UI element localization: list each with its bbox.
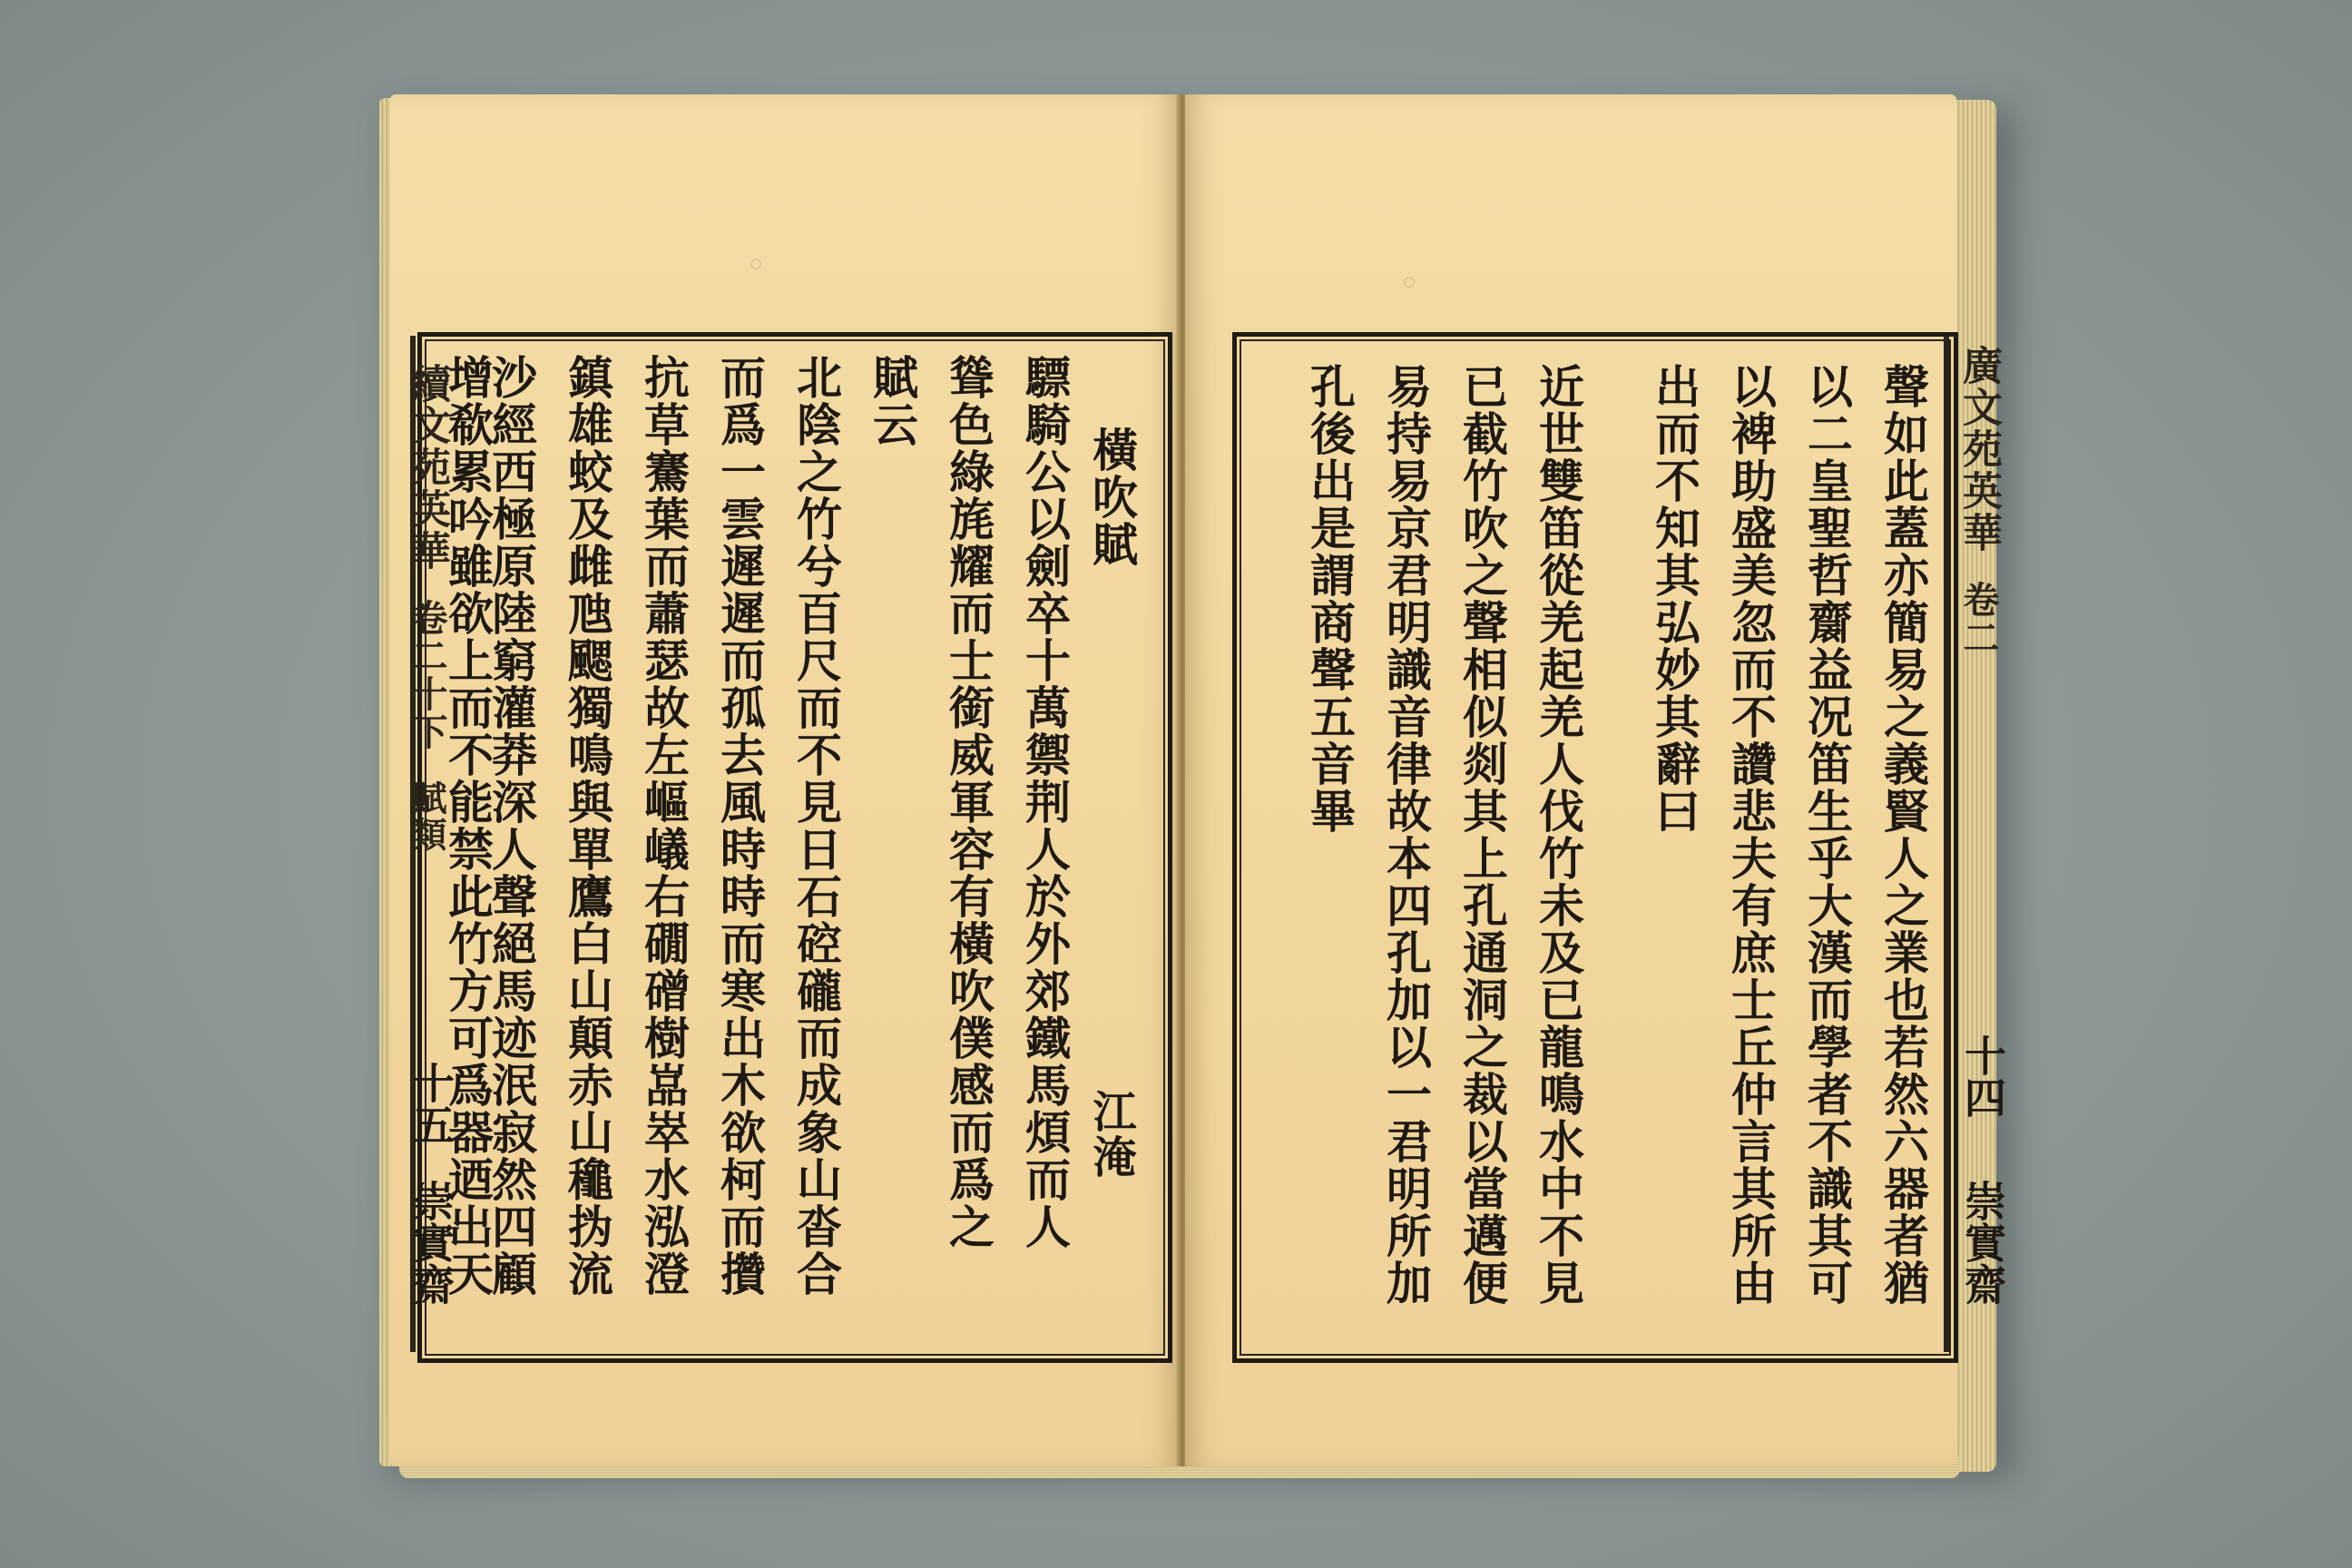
text-column: 出而不知其弘妙其辭曰 bbox=[1648, 363, 1701, 835]
text-column: 聲如此蓋亦簡易之義賢人之業也若然六器者猶 bbox=[1877, 363, 1930, 1307]
text-column: 易持易京君明識音律故本四孔加以一君明所加 bbox=[1379, 363, 1433, 1307]
left-folio-number: 十五 bbox=[407, 1062, 456, 1145]
right-publisher: 崇實齋 bbox=[1958, 1180, 2007, 1305]
left-side-section: 賦類 bbox=[407, 780, 447, 853]
right-side-volume: 卷二 bbox=[1957, 581, 2000, 657]
right-side-title: 廣文苑英華 bbox=[1955, 345, 2002, 554]
text-column: 孔後出是謂商聲五音畢 bbox=[1303, 363, 1357, 835]
right-folio-number: 十四 bbox=[1958, 1034, 2007, 1118]
left-side-volume: 卷二十下 bbox=[406, 599, 448, 751]
text-column: 沙經西極原陸窮灌莽深人聲絕馬迹泯寂然四顧 bbox=[485, 354, 538, 1298]
text-column: 鎮雄蛟及雌虺颸獨鳴與單鷹白山顛赤山䆋㧑流 bbox=[561, 354, 614, 1298]
text-column: 聳色綠旄耀而士銜威軍容有橫吹僕感而爲之 bbox=[942, 354, 995, 1250]
right-side-rule bbox=[1944, 336, 1949, 1352]
bleed-through-mark: ◦ bbox=[735, 245, 777, 287]
text-column: 驃騎公以劍卒十萬禦荆人於外郊鐵馬煩而人 bbox=[1018, 354, 1072, 1250]
text-column: 北陰之竹兮百尺而不見日石硿礲而成象山沓合 bbox=[789, 354, 843, 1298]
text-column: 以裨助盛美忽而不讚悲夫有庶士丘仲言其所由 bbox=[1724, 363, 1778, 1307]
bleed-through-mark: ◦ bbox=[1388, 263, 1430, 305]
text-column: 而爲一雲遲遲而孤去風時時而寒出木欲柯而攢 bbox=[713, 354, 767, 1298]
poem-title: 橫吹賦 bbox=[1085, 426, 1139, 568]
text-column: 賦云 bbox=[866, 354, 919, 448]
text-column: 已截竹吹之聲相似剡其上孔通洞之裁以當邁便 bbox=[1455, 363, 1509, 1307]
poem-author: 江淹 bbox=[1085, 1089, 1136, 1180]
text-column: 近世雙笛從羌起羌人伐竹未及已龍鳴水中不見 bbox=[1532, 363, 1585, 1307]
left-publisher: 崇實齋 bbox=[407, 1180, 456, 1305]
text-column: 增欷累吟雖欲上而不能禁此竹方可爲器迺出天 bbox=[441, 354, 495, 1298]
text-column: 抗草騫葉而蕭瑟故左嶇嶬右礀磳樹嵓崒水泓澄 bbox=[637, 354, 691, 1298]
text-column: 以二皇聖哲𪗋益况笛生乎大漢而學者不識其可 bbox=[1800, 363, 1854, 1307]
left-side-title: 續文苑英華 bbox=[404, 363, 450, 572]
